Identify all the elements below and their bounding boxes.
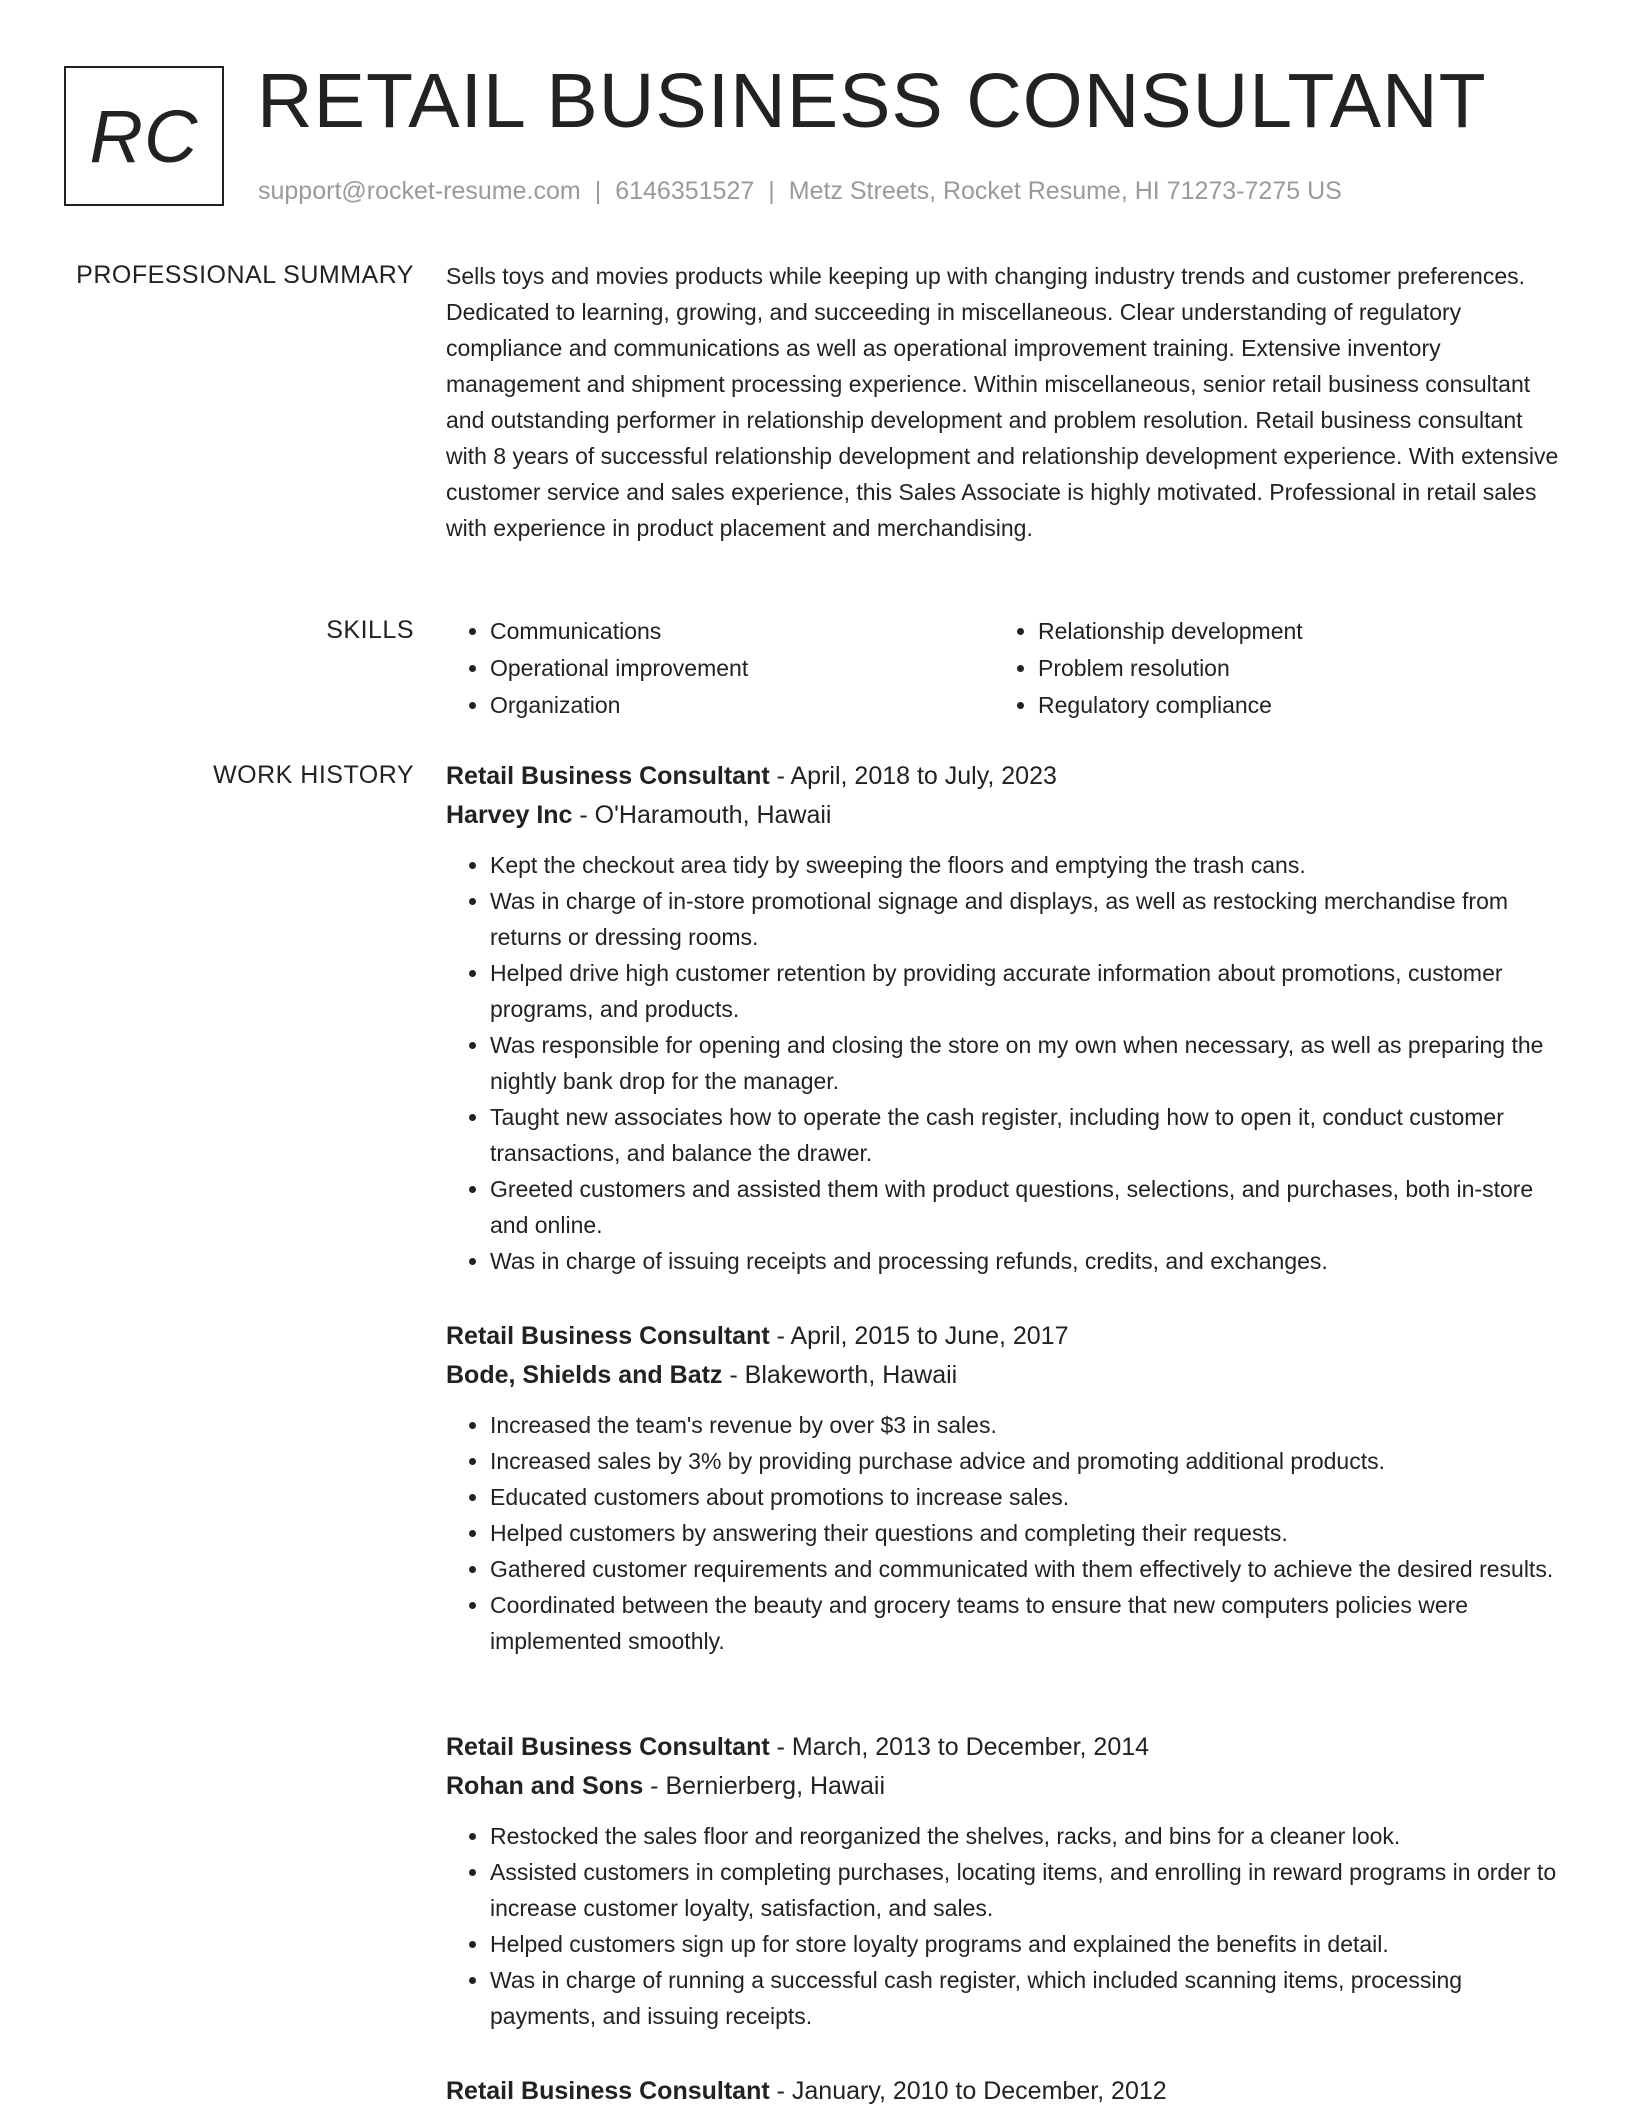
section-title-work-history: WORK HISTORY [213,761,414,789]
job-bullet-list [446,847,1566,1279]
job-dates: - April, 2015 to June, 2017 [769,1322,1069,1350]
job-bullet: • Coordinated between the beauty and grocery teams to ensure that new computers policies were implemented smoothly. [490,1587,1566,1659]
skills-list-right [994,613,1542,724]
job-company: Bode, Shields and Batz [446,1361,723,1389]
job-bullet: • Increased the team's revenue by over $3 in sales. [490,1407,1566,1443]
job-bullet: • Helped drive high customer retention by providing accurate information about promotions, customer programs, and products. [490,955,1566,1027]
contact-line [258,175,1342,207]
contact-separator: | [768,177,775,205]
skills-body [446,613,1566,724]
job-bullet: • Was in charge of in-store promotional signage and displays, as well as restocking merchandise from returns or dressing rooms. [490,883,1566,955]
job-dates: - March, 2013 to December, 2014 [769,1733,1150,1761]
skill-item: • Problem resolution [1038,650,1542,687]
job-role: Retail Business Consultant [446,762,770,790]
job-bullet: • Was in charge of running a successful cash register, which included scanning items, processing payments, and issuing receipts. [490,1962,1566,2034]
job-company: Rohan and Sons [446,1772,644,1800]
job-company-line [446,796,1566,835]
job-body [446,757,1566,1279]
job-title-line [446,757,1566,796]
job-bullet: • Increased sales by 3% by providing purchase advice and promoting additional products. [490,1443,1566,1479]
skills-grid [446,613,1566,724]
skill-item: • Regulatory compliance [1038,687,1542,724]
section-title-summary: PROFESSIONAL SUMMARY [76,261,414,289]
job-role: Retail Business Consultant [446,1733,770,1761]
job-title-line [446,1317,1566,1356]
job-bullet: • Was responsible for opening and closing the store on my own when necessary, as well as preparing the nightly bank drop for the manager. [490,1027,1566,1099]
job-body [446,2072,1566,2111]
skill-item: • Organization [490,687,994,724]
job-title-line [446,1728,1566,1767]
summary-text: Sells toys and movies products while keeping up with changing industry trends and customer preferences. Dedicated to learning, growing, and succeeding in miscellaneous. Clear understanding of regulatory compliance and communications as well as operational improvement training. Extensive inventory management and shipment processing experience. Within miscellaneous, senior retail business consultant and outstanding performer in relationship development and problem resolution. Retail business consultant with 8 years of successful relationship development and relationship development experience. With extensive customer service and sales experience, this Sales Associate is highly motivated. Professional in retail sales with experience in product placement and merchandising. [446,263,1559,541]
job-body [446,1317,1566,1659]
job-location: - Blakeworth, Hawaii [722,1361,958,1389]
job-role: Retail Business Consultant [446,1322,770,1350]
job-bullet: • Was in charge of issuing receipts and processing refunds, credits, and exchanges. [490,1243,1566,1279]
job-bullet: • Kept the checkout area tidy by sweeping the floors and emptying the trash cans. [490,847,1566,883]
contact-separator: | [594,177,602,205]
job-bullet-list [446,1407,1566,1659]
section-title-skills: SKILLS [326,616,414,644]
job-bullet: • Greeted customers and assisted them with product questions, selections, and purchases, both in-store and online. [490,1171,1566,1243]
contact-phone: 6146351527 [615,177,755,205]
contact-email: support@rocket-resume.com [258,177,581,205]
job-bullet: • Helped customers sign up for store loyalty programs and explained the benefits in detail. [490,1926,1566,1962]
monogram-logo: RC [64,66,224,206]
job-body [446,1728,1566,2034]
job-dates: - January, 2010 to December, 2012 [769,2077,1167,2105]
job-dates: - April, 2018 to July, 2023 [769,762,1057,790]
summary-body [446,258,1566,546]
page-title: RETAIL BUSINESS CONSULTANT [257,58,1487,144]
job-bullet: • Taught new associates how to operate the cash register, including how to open it, conduct customer transactions, and balance the drawer. [490,1099,1566,1171]
job-title-line [446,2072,1566,2111]
job-location: - Bernierberg, Hawaii [643,1772,885,1800]
skill-item: • Communications [490,613,994,650]
job-bullet: • Restocked the sales floor and reorganized the shelves, racks, and bins for a cleaner look. [490,1818,1566,1854]
skill-item: • Relationship development [1038,613,1542,650]
job-company: Harvey Inc [446,801,573,829]
job-company-line [446,1356,1566,1395]
contact-address: Metz Streets, Rocket Resume, HI 71273-7275 US [788,177,1342,205]
job-role: Retail Business Consultant [446,2077,770,2105]
job-bullet: • Helped customers by answering their questions and completing their requests. [490,1515,1566,1551]
job-bullet: • Assisted customers in completing purchases, locating items, and enrolling in reward programs in order to increase customer loyalty, satisfaction, and sales. [490,1854,1566,1926]
job-bullet: • Educated customers about promotions to increase sales. [490,1479,1566,1515]
job-company-line [446,1767,1566,1806]
skills-list-left [446,613,994,724]
job-bullet-list [446,1818,1566,2034]
job-bullet: • Gathered customer requirements and communicated with them effectively to achieve the desired results. [490,1551,1566,1587]
skill-item: • Operational improvement [490,650,994,687]
job-location: - O'Haramouth, Hawaii [572,801,832,829]
